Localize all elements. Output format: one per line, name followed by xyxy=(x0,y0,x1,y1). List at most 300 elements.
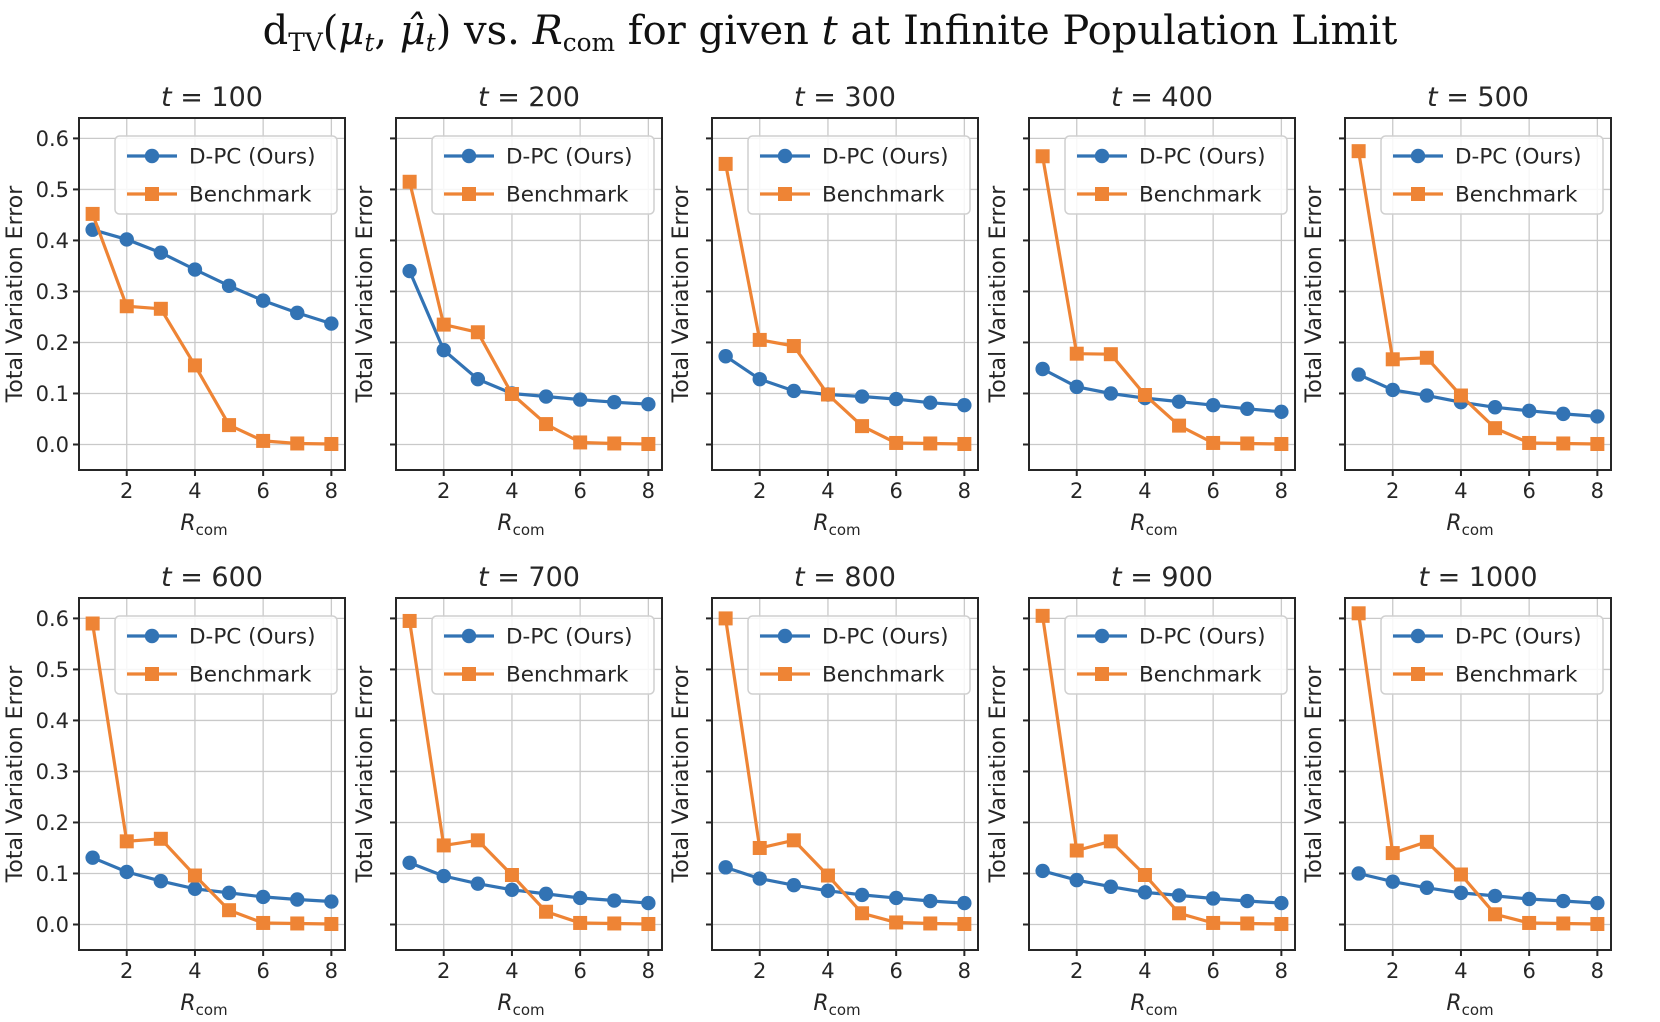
legend-label-dpc: D-PC (Ours) xyxy=(1455,624,1582,650)
benchmark-marker xyxy=(1590,437,1604,451)
x-tick-label: 8 xyxy=(324,479,339,503)
benchmark-marker xyxy=(889,915,903,929)
benchmark-marker xyxy=(957,437,971,451)
dpc-marker xyxy=(1488,400,1502,414)
benchmark-marker xyxy=(256,916,270,930)
legend-label-benchmark: Benchmark xyxy=(506,182,629,208)
dpc-marker xyxy=(324,316,338,330)
y-tick-label: 0.5 xyxy=(35,657,69,682)
legend-marker-benchmark xyxy=(462,187,476,201)
x-tick-label: 8 xyxy=(1590,479,1605,503)
legend-marker-dpc xyxy=(1411,149,1425,163)
dpc-marker xyxy=(1522,892,1536,906)
legend-label-benchmark: Benchmark xyxy=(822,662,945,688)
y-axis-label: Total Variation Error xyxy=(669,185,694,403)
figure-title-segment: ( xyxy=(322,8,339,54)
dpc-marker xyxy=(222,279,236,293)
figure-title-segment: TV xyxy=(288,27,323,57)
figure-title-segment: t xyxy=(425,27,436,57)
x-tick-label: 8 xyxy=(641,479,656,503)
y-tick-label: 0.0 xyxy=(35,432,69,457)
benchmark-marker xyxy=(471,833,485,847)
x-axis-label: $R_{com}$ xyxy=(813,991,861,1019)
benchmark-marker xyxy=(403,175,417,189)
dpc-marker xyxy=(471,876,485,890)
x-axis-label: $R_{com}$ xyxy=(497,511,545,539)
y-tick-label: 0.0 xyxy=(35,912,69,937)
subplot-t-1000 xyxy=(1302,562,1611,1019)
dpc-marker xyxy=(437,343,451,357)
legend-marker-benchmark xyxy=(145,667,159,681)
x-tick-label: 8 xyxy=(1274,959,1289,983)
figure-title-segment: , xyxy=(374,8,400,54)
legend-label-benchmark: Benchmark xyxy=(189,662,312,688)
benchmark-marker xyxy=(1556,436,1570,450)
dpc-marker xyxy=(1274,896,1288,910)
legend-marker-dpc xyxy=(778,149,792,163)
benchmark-marker xyxy=(1240,916,1254,930)
benchmark-marker xyxy=(505,387,519,401)
legend-marker-benchmark xyxy=(778,187,792,201)
x-tick-label: 4 xyxy=(1138,479,1152,503)
x-tick-label: 8 xyxy=(641,959,656,983)
benchmark-marker xyxy=(641,437,655,451)
legend-label-benchmark: Benchmark xyxy=(1455,182,1578,208)
dpc-marker xyxy=(855,888,869,902)
dpc-marker xyxy=(1274,405,1288,419)
x-tick-label: 4 xyxy=(1454,479,1468,503)
dpc-marker xyxy=(607,893,621,907)
legend-label-dpc: D-PC (Ours) xyxy=(822,144,949,170)
x-tick-label: 6 xyxy=(889,959,903,983)
y-tick-label: 0.4 xyxy=(35,228,69,253)
dpc-marker xyxy=(290,306,304,320)
benchmark-marker xyxy=(86,617,100,631)
dpc-marker xyxy=(1172,394,1186,408)
benchmark-marker xyxy=(923,916,937,930)
benchmark-marker xyxy=(923,436,937,450)
y-tick-label: 0.3 xyxy=(35,759,69,784)
dpc-marker xyxy=(290,892,304,906)
benchmark-marker xyxy=(1386,846,1400,860)
benchmark-marker xyxy=(719,611,733,625)
x-tick-label: 4 xyxy=(1454,959,1468,983)
benchmark-marker xyxy=(641,917,655,931)
x-tick-label: 8 xyxy=(1274,479,1289,503)
benchmark-marker xyxy=(222,418,236,432)
y-tick-label: 0.1 xyxy=(35,861,69,886)
x-tick-label: 4 xyxy=(505,959,519,983)
dpc-marker xyxy=(1104,386,1118,400)
subplot-t-600 xyxy=(3,562,345,1019)
benchmark-marker xyxy=(222,903,236,917)
benchmark-marker xyxy=(1522,436,1536,450)
y-axis-label: Total Variation Error xyxy=(3,665,28,883)
benchmark-marker xyxy=(1420,351,1434,365)
benchmark-marker xyxy=(1386,352,1400,366)
y-tick-label: 0.6 xyxy=(35,606,69,631)
subplot-title: t = 600 xyxy=(161,562,263,593)
dpc-marker xyxy=(1206,891,1220,905)
legend-marker-benchmark xyxy=(1411,667,1425,681)
legend-marker-dpc xyxy=(462,149,476,163)
dpc-marker xyxy=(1070,873,1084,887)
benchmark-marker xyxy=(1172,906,1186,920)
benchmark-marker xyxy=(290,916,304,930)
figure-title-segment: d xyxy=(262,8,289,54)
dpc-marker xyxy=(607,395,621,409)
dpc-marker xyxy=(718,860,732,874)
x-tick-label: 2 xyxy=(437,959,451,983)
dpc-marker xyxy=(505,883,519,897)
x-tick-label: 4 xyxy=(188,959,202,983)
benchmark-marker xyxy=(290,436,304,450)
dpc-marker xyxy=(573,891,587,905)
dpc-marker xyxy=(641,397,655,411)
legend-label-dpc: D-PC (Ours) xyxy=(1455,144,1582,170)
benchmark-marker xyxy=(1488,907,1502,921)
benchmark-marker xyxy=(1036,149,1050,163)
x-tick-label: 2 xyxy=(1070,479,1084,503)
x-tick-label: 8 xyxy=(957,479,972,503)
subplot-title: t = 700 xyxy=(478,562,580,593)
dpc-marker xyxy=(753,372,767,386)
x-tick-label: 2 xyxy=(1070,959,1084,983)
x-axis-label: $R_{com}$ xyxy=(180,991,228,1019)
dpc-marker xyxy=(753,871,767,885)
subplot-t-700 xyxy=(353,562,662,1019)
benchmark-marker xyxy=(505,868,519,882)
x-tick-label: 2 xyxy=(753,959,767,983)
benchmark-marker xyxy=(719,157,733,171)
benchmark-marker xyxy=(855,906,869,920)
benchmark-marker xyxy=(573,916,587,930)
benchmark-marker xyxy=(1206,436,1220,450)
subplot-title: t = 100 xyxy=(161,82,263,113)
x-tick-label: 4 xyxy=(188,479,202,503)
figure-title-segment: R xyxy=(532,8,563,54)
benchmark-marker xyxy=(753,841,767,855)
subplot-title: t = 300 xyxy=(794,82,896,113)
benchmark-marker xyxy=(1556,916,1570,930)
dpc-marker xyxy=(1035,864,1049,878)
x-axis-label: $R_{com}$ xyxy=(497,991,545,1019)
subplot-title: t = 500 xyxy=(1427,82,1529,113)
legend-marker-dpc xyxy=(145,149,159,163)
y-axis-label: Total Variation Error xyxy=(669,665,694,883)
subplot-t-300 xyxy=(669,82,978,539)
dpc-marker xyxy=(471,372,485,386)
y-tick-label: 0.2 xyxy=(35,810,69,835)
legend-label-dpc: D-PC (Ours) xyxy=(506,624,633,650)
dpc-marker xyxy=(923,395,937,409)
subplot-title: t = 400 xyxy=(1111,82,1213,113)
x-tick-label: 2 xyxy=(1386,479,1400,503)
y-tick-label: 0.4 xyxy=(35,708,69,733)
x-tick-label: 2 xyxy=(1386,959,1400,983)
dpc-marker xyxy=(957,896,971,910)
dpc-marker xyxy=(1556,407,1570,421)
legend-label-dpc: D-PC (Ours) xyxy=(506,144,633,170)
dpc-marker xyxy=(821,884,835,898)
x-tick-label: 6 xyxy=(1522,959,1536,983)
benchmark-marker xyxy=(1454,389,1468,403)
benchmark-marker xyxy=(1522,916,1536,930)
x-tick-label: 6 xyxy=(256,959,270,983)
benchmark-marker xyxy=(120,299,134,313)
y-tick-label: 0.5 xyxy=(35,177,69,202)
dpc-marker xyxy=(188,262,202,276)
legend-label-benchmark: Benchmark xyxy=(506,662,629,688)
legend-label-benchmark: Benchmark xyxy=(1455,662,1578,688)
dpc-marker xyxy=(855,389,869,403)
dpc-marker xyxy=(222,886,236,900)
figure-title-segment: μ xyxy=(338,8,365,54)
legend-marker-benchmark xyxy=(1095,667,1109,681)
subplot-title: t = 1000 xyxy=(1418,562,1538,593)
figure-title-segment: ) vs. xyxy=(435,8,533,54)
dpc-marker xyxy=(154,245,168,259)
x-tick-label: 4 xyxy=(821,479,835,503)
y-axis-label: Total Variation Error xyxy=(1302,185,1327,403)
dpc-marker xyxy=(923,894,937,908)
legend-label-benchmark: Benchmark xyxy=(822,182,945,208)
benchmark-marker xyxy=(1590,917,1604,931)
dpc-marker xyxy=(539,887,553,901)
legend-marker-dpc xyxy=(145,629,159,643)
legend-marker-dpc xyxy=(1411,629,1425,643)
dpc-marker xyxy=(1556,894,1570,908)
dpc-marker xyxy=(1240,402,1254,416)
subplot-t-100 xyxy=(3,82,345,539)
legend-marker-dpc xyxy=(462,629,476,643)
dpc-marker xyxy=(1104,880,1118,894)
dpc-marker xyxy=(889,891,903,905)
benchmark-marker xyxy=(188,869,202,883)
x-tick-label: 4 xyxy=(505,479,519,503)
x-tick-label: 2 xyxy=(120,959,134,983)
y-tick-label: 0.3 xyxy=(35,279,69,304)
subplot-title: t = 800 xyxy=(794,562,896,593)
legend-label-benchmark: Benchmark xyxy=(189,182,312,208)
benchmark-line xyxy=(93,214,332,444)
legend-marker-benchmark xyxy=(462,667,476,681)
legend-marker-dpc xyxy=(778,629,792,643)
benchmark-marker xyxy=(86,207,100,221)
x-axis-label: $R_{com}$ xyxy=(1446,511,1494,539)
dpc-marker xyxy=(1386,383,1400,397)
dpc-marker xyxy=(1240,894,1254,908)
benchmark-marker xyxy=(188,358,202,372)
y-tick-label: 0.2 xyxy=(35,330,69,355)
benchmark-marker xyxy=(1240,436,1254,450)
dpc-marker xyxy=(957,398,971,412)
benchmark-marker xyxy=(1138,868,1152,882)
dpc-marker xyxy=(1172,888,1186,902)
dpc-marker xyxy=(1070,380,1084,394)
dpc-marker xyxy=(787,878,801,892)
dpc-marker xyxy=(1386,874,1400,888)
benchmark-marker xyxy=(1206,916,1220,930)
benchmark-marker xyxy=(1036,609,1050,623)
dpc-marker xyxy=(256,293,270,307)
benchmark-marker xyxy=(539,417,553,431)
dpc-marker xyxy=(402,264,416,278)
benchmark-marker xyxy=(403,614,417,628)
dpc-marker xyxy=(1351,866,1365,880)
legend-marker-benchmark xyxy=(778,667,792,681)
x-tick-label: 4 xyxy=(821,959,835,983)
dpc-marker xyxy=(1420,388,1434,402)
y-axis-label: Total Variation Error xyxy=(1302,665,1327,883)
benchmark-marker xyxy=(1104,347,1118,361)
dpc-marker xyxy=(641,896,655,910)
dpc-marker xyxy=(1488,889,1502,903)
y-tick-label: 0.1 xyxy=(35,381,69,406)
dpc-marker xyxy=(256,890,270,904)
benchmark-marker xyxy=(1352,606,1366,620)
benchmark-marker xyxy=(753,333,767,347)
legend-label-benchmark: Benchmark xyxy=(1139,662,1262,688)
benchmark-marker xyxy=(573,435,587,449)
figure-title-segment: t xyxy=(821,8,838,54)
benchmark-marker xyxy=(889,436,903,450)
benchmark-marker xyxy=(154,302,168,316)
benchmark-marker xyxy=(1488,421,1502,435)
benchmark-marker xyxy=(607,436,621,450)
x-axis-label: $R_{com}$ xyxy=(1130,991,1178,1019)
dpc-marker xyxy=(85,850,99,864)
benchmark-marker xyxy=(324,917,338,931)
legend-marker-dpc xyxy=(1095,629,1109,643)
subplot-t-400 xyxy=(986,82,1295,539)
y-axis-label: Total Variation Error xyxy=(353,185,378,403)
benchmark-marker xyxy=(787,833,801,847)
legend-label-dpc: D-PC (Ours) xyxy=(189,624,316,650)
y-tick-label: 0.6 xyxy=(35,126,69,151)
subplot-t-200 xyxy=(353,82,662,539)
benchmark-marker xyxy=(1352,144,1366,158)
figure-title-segment: μ̂ xyxy=(399,8,426,54)
benchmark-marker xyxy=(539,905,553,919)
dpc-marker xyxy=(889,392,903,406)
x-tick-label: 6 xyxy=(1522,479,1536,503)
subplot-title: t = 200 xyxy=(478,82,580,113)
dpc-marker xyxy=(437,869,451,883)
dpc-marker xyxy=(188,882,202,896)
legend-label-dpc: D-PC (Ours) xyxy=(1139,144,1266,170)
x-axis-label: $R_{com}$ xyxy=(813,511,861,539)
x-axis-label: $R_{com}$ xyxy=(1446,991,1494,1019)
x-tick-label: 2 xyxy=(437,479,451,503)
benchmark-marker xyxy=(1104,834,1118,848)
x-tick-label: 6 xyxy=(573,959,587,983)
dpc-marker xyxy=(120,865,134,879)
benchmark-marker xyxy=(787,339,801,353)
dpc-marker xyxy=(154,874,168,888)
dpc-marker xyxy=(539,389,553,403)
y-axis-label: Total Variation Error xyxy=(3,185,28,403)
y-axis-label: Total Variation Error xyxy=(986,185,1011,403)
dpc-marker xyxy=(1420,881,1434,895)
legend-label-dpc: D-PC (Ours) xyxy=(189,144,316,170)
figure-title-segment: com xyxy=(562,27,616,57)
x-axis-label: $R_{com}$ xyxy=(1130,511,1178,539)
benchmark-marker xyxy=(471,325,485,339)
dpc-marker xyxy=(1590,409,1604,423)
benchmark-marker xyxy=(256,434,270,448)
x-tick-label: 8 xyxy=(1590,959,1605,983)
dpc-marker xyxy=(1522,404,1536,418)
benchmark-marker xyxy=(1070,844,1084,858)
benchmark-marker xyxy=(1274,917,1288,931)
benchmark-marker xyxy=(1454,867,1468,881)
figure-title-segment: at Infinite Population Limit xyxy=(837,8,1398,54)
dpc-marker xyxy=(787,384,801,398)
benchmark-marker xyxy=(1138,388,1152,402)
benchmark-marker xyxy=(855,419,869,433)
dpc-marker xyxy=(1351,367,1365,381)
benchmark-marker xyxy=(1070,347,1084,361)
y-axis-label: Total Variation Error xyxy=(353,665,378,883)
figure-canvas xyxy=(0,68,1660,1022)
dpc-marker xyxy=(1590,896,1604,910)
x-axis-label: $R_{com}$ xyxy=(180,511,228,539)
benchmark-marker xyxy=(437,318,451,332)
legend-label-dpc: D-PC (Ours) xyxy=(1139,624,1266,650)
x-tick-label: 6 xyxy=(1206,479,1220,503)
figure-title xyxy=(0,0,1660,68)
benchmark-marker xyxy=(120,834,134,848)
dpc-marker xyxy=(402,856,416,870)
x-tick-label: 8 xyxy=(957,959,972,983)
benchmark-marker xyxy=(821,387,835,401)
legend-marker-benchmark xyxy=(1095,187,1109,201)
x-tick-label: 4 xyxy=(1138,959,1152,983)
x-tick-label: 6 xyxy=(1206,959,1220,983)
legend-label-dpc: D-PC (Ours) xyxy=(822,624,949,650)
x-tick-label: 2 xyxy=(753,479,767,503)
dpc-marker xyxy=(120,232,134,246)
dpc-marker xyxy=(324,894,338,908)
legend-marker-benchmark xyxy=(145,187,159,201)
benchmark-marker xyxy=(607,916,621,930)
x-tick-label: 6 xyxy=(256,479,270,503)
benchmark-marker xyxy=(1172,419,1186,433)
x-tick-label: 6 xyxy=(573,479,587,503)
x-tick-label: 6 xyxy=(889,479,903,503)
legend-marker-dpc xyxy=(1095,149,1109,163)
benchmark-marker xyxy=(324,437,338,451)
x-tick-label: 2 xyxy=(120,479,134,503)
dpc-marker xyxy=(1454,886,1468,900)
subplot-t-800 xyxy=(669,562,978,1019)
dpc-marker xyxy=(1206,398,1220,412)
legend-label-benchmark: Benchmark xyxy=(1139,182,1262,208)
y-axis-label: Total Variation Error xyxy=(986,665,1011,883)
benchmark-marker xyxy=(154,832,168,846)
figure-title-segment: for given xyxy=(615,8,822,54)
benchmark-marker xyxy=(1420,835,1434,849)
benchmark-marker xyxy=(821,869,835,883)
x-tick-label: 8 xyxy=(324,959,339,983)
figure-title-segment: t xyxy=(364,27,375,57)
benchmark-marker xyxy=(1274,437,1288,451)
benchmark-marker xyxy=(957,917,971,931)
dpc-marker xyxy=(573,392,587,406)
benchmark-marker xyxy=(437,838,451,852)
dpc-marker xyxy=(1138,885,1152,899)
